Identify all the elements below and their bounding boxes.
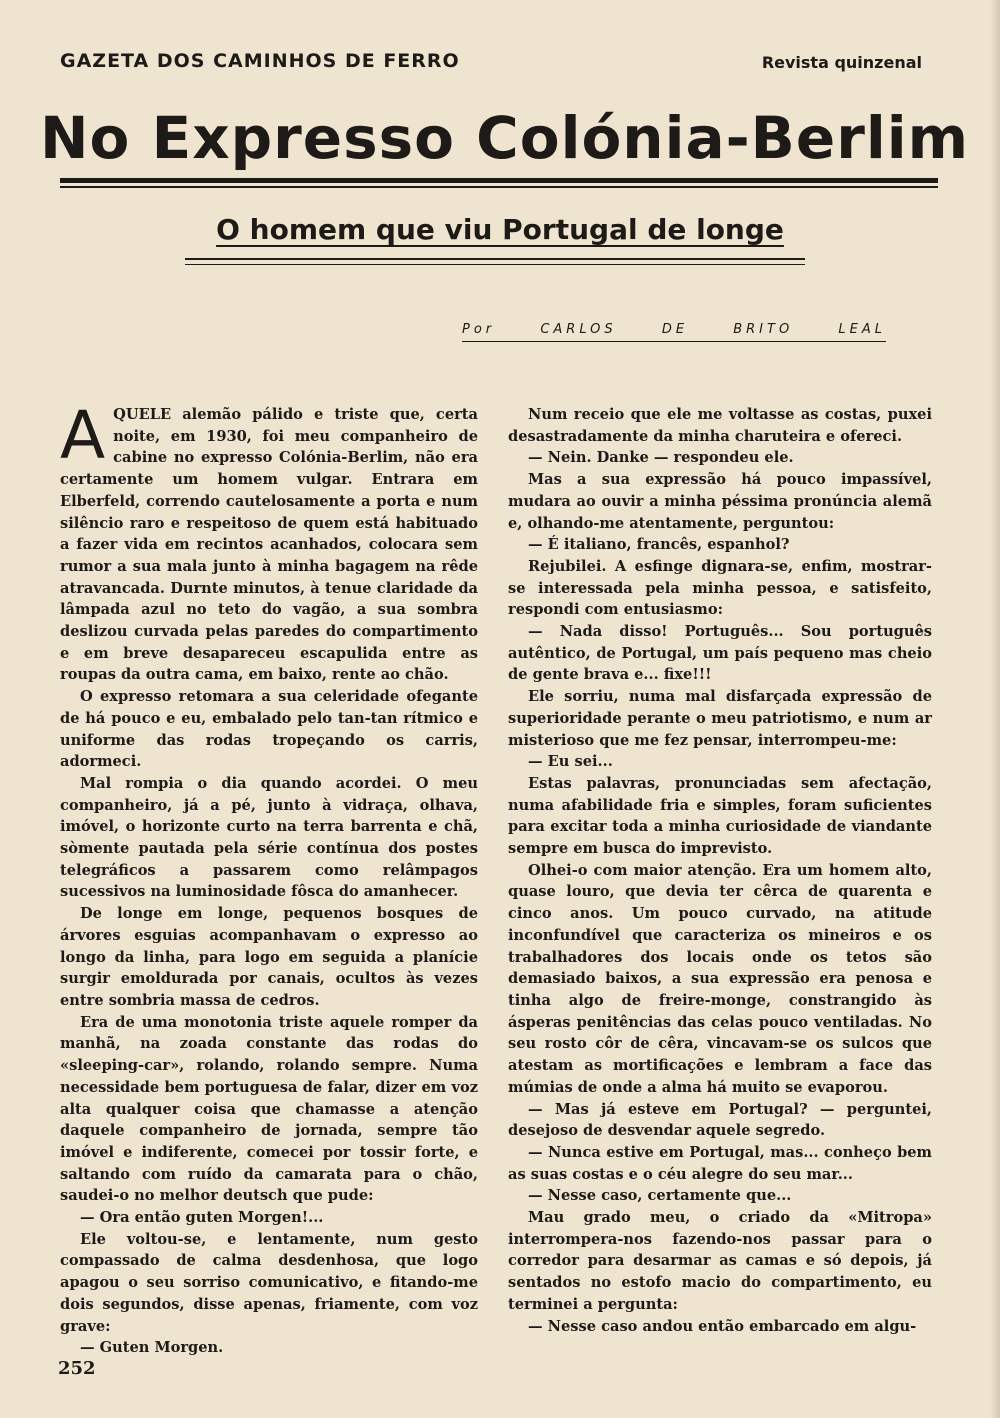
dialogue-line: — É italiano, francês, espanhol? — [528, 536, 790, 554]
byline-rule — [462, 341, 886, 342]
left-column — [60, 397, 478, 1359]
paragraph: Mal rompia o dia quando acordei. O meu companheiro, já a pé, junto à vidraça, olhava, imóvel, o horizonte curto na terra barrenta e chã, sòmente pautada pela série contínua dos postes telegráficos a passarem como relâmpagos sucessivos na luminosidade fôsca do amanhecer. — [60, 774, 478, 901]
paragraph: Num receio que ele me voltasse as costas, puxei desastradamente da minha charuteira e ofereci. — [508, 406, 932, 445]
subtitle-rule-top — [185, 258, 805, 260]
dialogue-line: — Nesse caso andou então embarcado em algu- — [528, 1317, 917, 1335]
article-title: No Expresso Colónia-Berlim — [40, 104, 970, 172]
dialogue-line: — Guten Morgen. — [80, 1339, 224, 1357]
title-rule-thick — [60, 178, 938, 183]
drop-cap: A — [60, 397, 106, 474]
right-column — [508, 404, 932, 1337]
page-number: 252 — [58, 1358, 96, 1379]
paragraph: O expresso retomara a sua celeridade ofegante de há pouco e eu, embalado pelo tan-tan rítmico e uniforme das rodas tropeçando os carris, adormeci. — [60, 688, 478, 771]
journal-frequency: Revista quinzenal — [761, 53, 922, 72]
page-edge-shadow — [990, 0, 1000, 1418]
byline-word: LEAL — [838, 322, 886, 337]
paragraph: Rejubilei. A esfinge dignara-se, enfim, mostrar-se interessada pela minha pessoa, e satisfeito, respondi com entusiasmo: — [508, 557, 932, 619]
dialogue-line: — Nunca estive em Portugal, mas... conheço bem as suas costas e o céu alegre do seu mar... — [508, 1143, 932, 1183]
paragraph: Ele voltou-se, e lentamente, num gesto compassado de calma desdenhosa, que logo apagou o seu sorriso comunicativo, e fitando-me dois segundos, disse apenas, friamente, com voz grave: — [60, 1230, 478, 1335]
paragraph: QUELE alemão pálido e triste que, certa noite, em 1930, foi meu companheiro de cabine no expresso Colónia-Berlim, não era certamente um homem vulgar. Entrara em Elberfeld, correndo cautelosamente a porta e num silêncio raro e respeitoso de quem está habituado a fazer vida em recintos acanhados, colocara sem rumor a sua mala junto à minha bagagem na rêde atravancada. Durnte minutos, à tenue claridade da lâmpada azul no teto do vagão, a sua sombra deslizou curvada pelas paredes do compartimento e em breve desapareceu escapulida entre as roupas da outra cama, em baixo, rente ao chão. — [60, 406, 478, 684]
dialogue-line: — Nesse caso, certamente que... — [528, 1187, 792, 1205]
dialogue-line: — Ora então guten Morgen!... — [80, 1209, 324, 1227]
byline-prefix: Por — [462, 322, 496, 337]
paragraph: De longe em longe, pequenos bosques de árvores esguias acompanhavam o expresso ao longo da linha, para logo em seguida a planície surgir emoldurada por canais, ocultos às vezes entre sombria massa de cedros. — [60, 905, 478, 1009]
article-subtitle: O homem que viu Portugal de longe — [216, 213, 784, 246]
byline-word: BRITO — [733, 322, 794, 337]
paragraph: Estas palavras, pronunciadas sem afectação, numa afabilidade fria e simples, foram suficientes para excitar toda a minha curiosidade de viandante sempre em busca do imprevisto. — [508, 774, 932, 858]
paragraph: Mas a sua expressão há pouco impassível, mudara ao ouvir a minha péssima pronúncia alemã e, olhando-me atentamente, perguntou: — [508, 471, 932, 532]
dialogue-line: — Mas já esteve em Portugal? — perguntei, desejoso de desvendar aquele segredo. — [508, 1100, 932, 1140]
journal-name: GAZETA DOS CAMINHOS DE FERRO — [60, 50, 460, 72]
byline — [462, 322, 886, 337]
title-rule-thin — [60, 186, 938, 188]
byline-word: DE — [661, 322, 689, 337]
dialogue-line: — Eu sei... — [528, 753, 613, 771]
dialogue-line: — Nein. Danke — respondeu ele. — [528, 449, 794, 467]
dialogue-line: — Nada disso! Português... Sou português autêntico, de Portugal, um país pequeno mas cheio de gente brava e... fixe!!! — [508, 623, 932, 684]
paragraph: Era de uma monotonia triste aquele romper da manhã, na zoada constante das rodas do «sleeping-car», rolando, rolando sempre. Numa necessidade bem portuguesa de falar, dizer em voz alta qualquer coisa que chamasse a atenção daquele companheiro de jornada, sempre tão imóvel e indiferente, comecei por tossir forte, e saltando com ruído da camarata para o chão, saudei-o no melhor deutsch que pude: — [60, 1013, 478, 1205]
paragraph: Ele sorriu, numa mal disfarçada expressão de superioridade perante o meu patriotismo, e num ar misterioso que me fez pensar, interrompeu-me: — [508, 688, 932, 749]
byline-word: CARLOS — [540, 322, 617, 337]
paragraph: Olhei-o com maior atenção. Era um homem alto, quase louro, que devia ter cêrca de quarenta e cinco anos. Um pouco curvado, na atitude inconfundível que caracteriza os mineiros e os trabalhadores dos locais onde os tetos são demasiado baixos, a sua expressão era penosa e tinha algo de freire-monge, constrangido às ásperas penitências das celas pouco ventiladas. No seu rosto côr de cêra, vincavam-se os sulcos que atestam as mortificações e lembram a face das múmias de onde a alma há muito se evaporou. — [508, 861, 932, 1096]
subtitle-rule-bottom — [185, 264, 805, 265]
paragraph: Mau grado meu, o criado da «Mitropa» interrompera-nos fazendo-nos passar para o corredor para desarmar as camas e só depois, já sentados no estofo macio do compartimento, eu terminei a pergunta: — [508, 1209, 932, 1313]
